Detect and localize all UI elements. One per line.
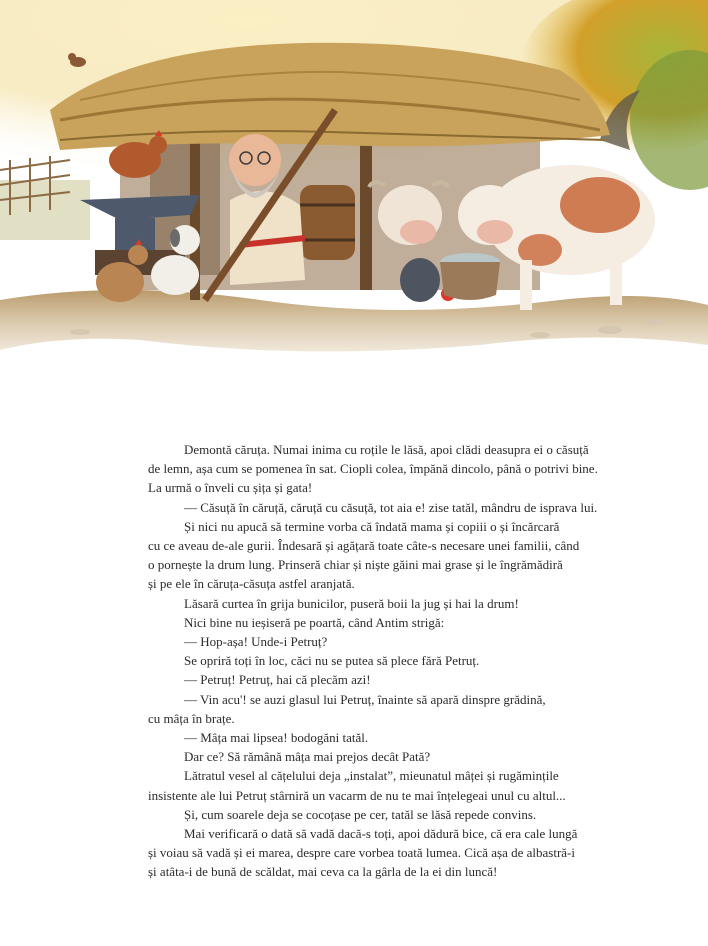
story-line: — Căsuță în căruță, căruță cu căsuță, tot aia e! zise tatăl, mândru de isprava lui. [184,499,598,515]
farmyard-illustration [0,0,708,360]
story-line: Lăsară curtea în grija bunicilor, puseră boii la jug și hai la drum! [184,595,519,611]
story-line: și voiau să vadă și ei marea, despre care vorbea toată lumea. Cică așa de albastră-i [148,845,575,861]
story-line: Lătratul vesel al cățelului deja „instalat”, mieunatul mâței și rugămințile [184,768,559,784]
barrel [300,185,355,260]
ground [0,290,708,351]
story-line: cu mâța în brațe. [148,710,235,726]
story-line: o pornește la drum lung. Prinseră chiar și niște găini mai grase și le îngrămădiră [148,557,563,573]
story-line: Se opriră toți în loc, căci nu se putea să plece fără Petruț. [184,653,480,669]
story-line: — Vin acu'! se auzi glasul lui Petruț, înainte să apară dinspre grădină, [184,691,546,707]
story-line: Demontă căruța. Numai inima cu roțile le lăsă, apoi clădi deasupra ei o căsuță [184,442,589,457]
story-line: Și, cum soarele deja se cocoțase pe cer, tatăl se lăsă repede convins. [184,806,537,822]
story-text [148,440,618,882]
story-line: La urmă o înveli cu șița și gata! [148,480,313,496]
story-line: și atâta-i de bună de scăldat, mai ceva ca la gârla de la ei din luncă! [148,864,498,880]
story-line: de lemn, așa cum se pomenea în sat. Ciopli colea, împănă dincolo, până o potrivi bine. [148,461,598,477]
story-line: — Hop-așa! Unde-i Petruț? [184,634,328,650]
story-line: Nici bine nu ieșiseră pe poartă, când Antim strigă: [184,614,445,630]
story-line: — Petruț! Petruț, hai că plecăm azi! [184,672,371,688]
story-line: Și nici nu apucă să termine vorba că îndată mama și copiii o și încărcară [184,518,560,534]
story-line: — Mâța mai lipsea! bodogăni tatăl. [184,730,369,746]
wooden-tub [440,253,500,300]
story-line: Mai verificară o dată să vadă dacă-s toți, apoi dădură bice, că era cale lungă [184,826,578,842]
story-line: și pe ele în căruța-căsuța astfel aranjată. [148,576,355,592]
story-line: cu ce aveau de-ale gurii. Îndesară și agățară toate câte-s necesare unei familii, când [148,538,580,554]
story-line: insistente ale lui Petruț stârniră un vacarm de nu te mai înțelegeai unul cu altul... [148,787,566,803]
story-line: Dar ce? Să rămână mâța mai prejos decât Pată? [184,749,431,765]
